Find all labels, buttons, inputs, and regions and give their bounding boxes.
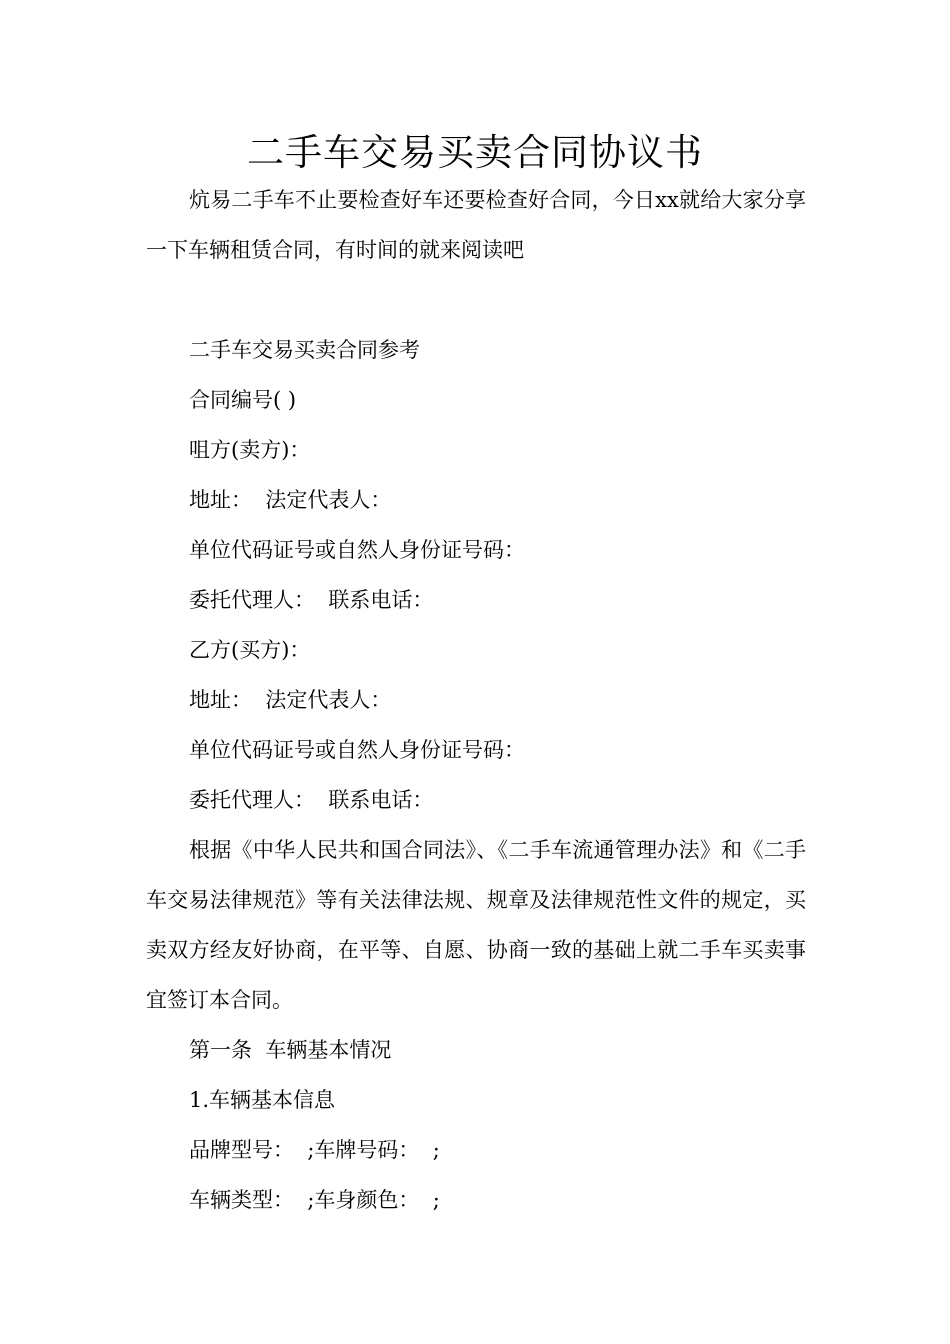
party-b-address: 地址： 法定代表人： bbox=[189, 688, 392, 712]
party-a-agent: 委托代理人： 联系电话： bbox=[189, 588, 434, 612]
vehicle-info-heading: 1.车辆基本信息 bbox=[189, 1088, 336, 1112]
article-one-heading: 第一条 车辆基本情况 bbox=[189, 1038, 392, 1062]
party-b-id: 单位代码证号或自然人身份证号码： bbox=[189, 738, 525, 762]
party-a-id: 单位代码证号或自然人身份证号码： bbox=[189, 538, 525, 562]
party-a-label: 咀方(卖方)： bbox=[189, 438, 311, 462]
brand-model-line: 品牌型号： ;车牌号码： ; bbox=[189, 1138, 440, 1162]
document-body bbox=[146, 175, 806, 1225]
party-a-address: 地址： 法定代表人： bbox=[189, 488, 392, 512]
document-title: 二手车交易买卖合同协议书 bbox=[247, 131, 703, 174]
contract-number: 合同编号( ) bbox=[189, 388, 297, 412]
party-b-label: 乙方(买方)： bbox=[189, 638, 311, 662]
paragraph-spacer bbox=[146, 275, 806, 325]
intro-paragraph: 炕易二手车不止要检查好车还要检查好合同，今日xx就给大家分享一下车辆租赁合同，有时间的就来阅读吧 bbox=[146, 188, 806, 262]
party-b-agent: 委托代理人： 联系电话： bbox=[189, 788, 434, 812]
section-heading: 二手车交易买卖合同参考 bbox=[189, 338, 420, 362]
vehicle-type-line: 车辆类型： ;车身颜色： ; bbox=[189, 1188, 440, 1212]
legal-basis-paragraph: 根据《中华人民共和国合同法》、《二手车流通管理办法》和《二手车交易法律规范》等有关法律法规、规章及法律规范性文件的规定，买卖双方经友好协商，在平等、自愿、协商一致的基础上就二手车买卖事宜签订本合同。 bbox=[146, 838, 806, 1012]
